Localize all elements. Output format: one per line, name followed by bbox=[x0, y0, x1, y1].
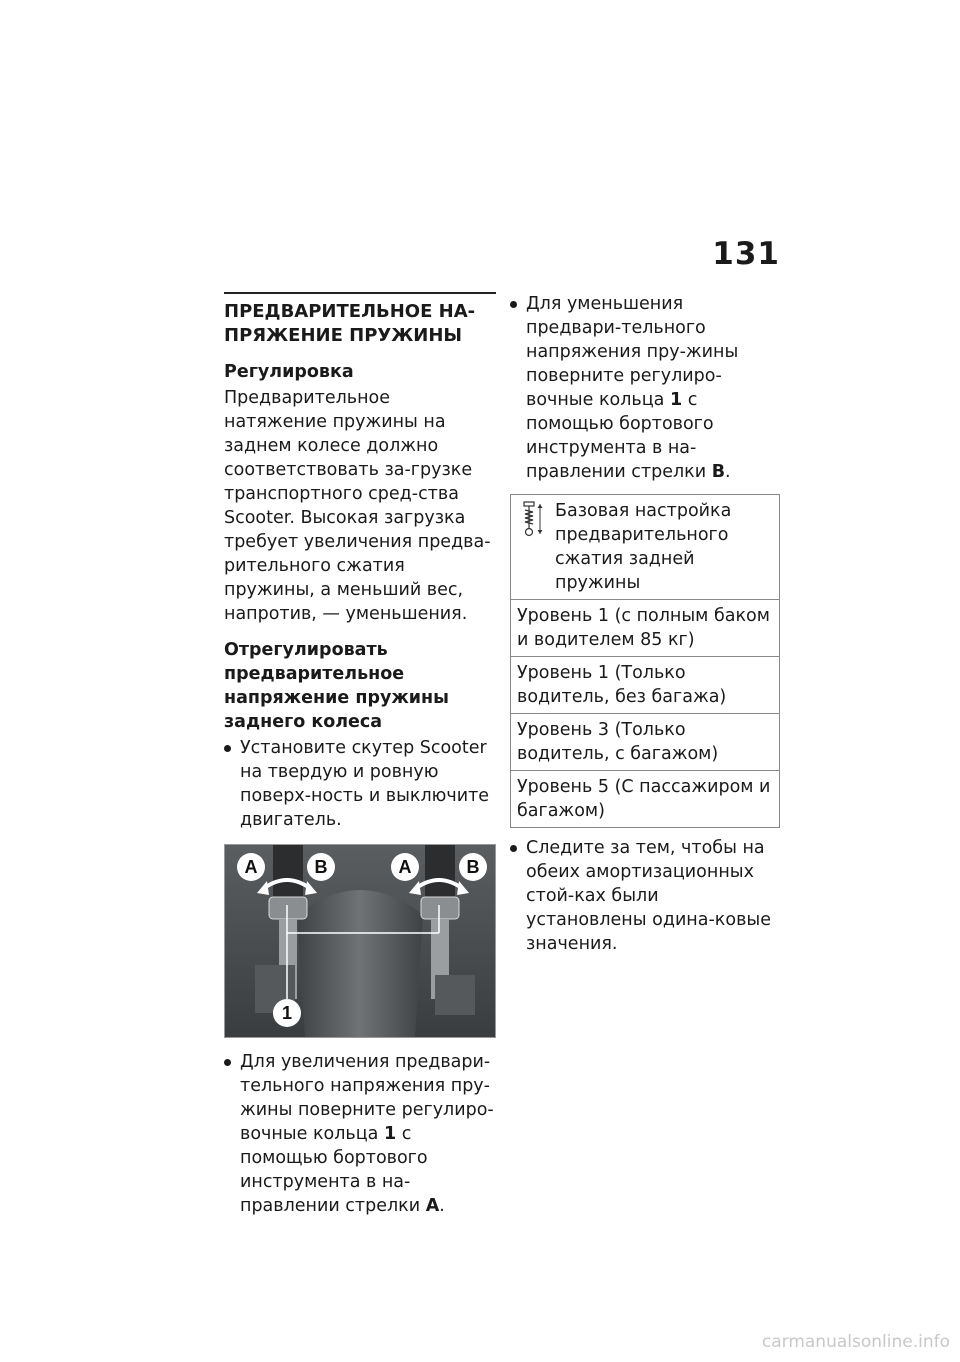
bullet-increase: Для увеличения предвари-тельного напряжения пру-жины поверните регулиро-вочные кольца 1 с помощью бортового инструмента в на-правлении стрелки A. bbox=[224, 1050, 496, 1218]
ref-number: 1 bbox=[669, 390, 683, 410]
table-row bbox=[511, 657, 780, 714]
table-row bbox=[511, 600, 780, 657]
bullet-decrease: Для уменьшения предвари-тельного напряжения пру-жины поверните регулиро-вочные кольца 1 с помощью бортового инструмента в на-правлении стрелки B. bbox=[510, 292, 780, 484]
table-cell: Уровень 1 (Только водитель, без багажа) bbox=[511, 657, 780, 714]
settings-table bbox=[510, 494, 780, 828]
label-a-left: A bbox=[244, 857, 258, 877]
table-row bbox=[511, 495, 780, 600]
subheading-procedure: Отрегулировать предварительное напряжение пружины заднего колеса bbox=[224, 640, 449, 732]
shock-absorber-illustration bbox=[225, 845, 495, 1037]
shock-absorber-photo bbox=[224, 844, 496, 1038]
table-header-cell: Базовая настройка предварительного сжатия задней пружины bbox=[511, 495, 780, 600]
table-cell: Уровень 3 (Только водитель, с багажом) bbox=[511, 714, 780, 771]
bullet-item: Следите за тем, чтобы на обеих амортизационных стой-ках были установлены одина-ковые значения. bbox=[510, 836, 780, 956]
ref-number: 1 bbox=[383, 1124, 397, 1144]
ref-arrow: B bbox=[711, 462, 726, 482]
page-number: 131 bbox=[712, 236, 780, 272]
left-column bbox=[224, 292, 496, 1228]
right-column bbox=[510, 292, 780, 966]
table-row bbox=[511, 714, 780, 771]
bullet-item: Установите скутер Scooter на твердую и ровную поверх-ность и выключите двигатель. bbox=[224, 736, 496, 832]
subheading-adjustment: Регулировка bbox=[224, 362, 354, 382]
table-cell: Уровень 5 (С пассажиром и багажом) bbox=[511, 771, 780, 828]
label-a-right: A bbox=[398, 857, 412, 877]
table-row bbox=[511, 771, 780, 828]
label-1: 1 bbox=[281, 1003, 293, 1023]
table-cell: Уровень 1 (с полным баком и водителем 85 кг) bbox=[511, 600, 780, 657]
ref-arrow: A bbox=[425, 1196, 440, 1216]
intro-paragraph: Предварительное натяжение пружины на заднем колесе должно соответствовать за-грузке транспортного сред-ства Scooter. Высокая загрузка требует увеличения предва-рительного сжатия пружины, а меньший вес, напротив, — уменьшения. bbox=[224, 388, 491, 624]
section-title: ПРЕДВАРИТЕЛЬНОЕ НА-ПРЯЖЕНИЕ ПРУЖИНЫ bbox=[224, 292, 496, 348]
label-b-left: B bbox=[314, 857, 328, 877]
spring-preload-icon bbox=[521, 501, 545, 544]
label-b-right: B bbox=[466, 857, 480, 877]
watermark: carmanualsonline.info bbox=[761, 1332, 950, 1352]
